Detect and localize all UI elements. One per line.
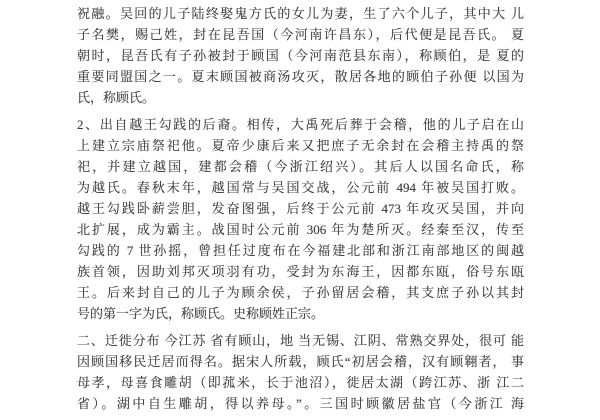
text-line: 越王勾践卧薪尝胆，发奋图强，后终于公元前 473 年攻灭吴国，并向 — [77, 201, 524, 216]
text-line: 王。后来封自己的儿子为顾余侯，子孙留居会稽，其支庶子孙以其封 — [77, 285, 524, 300]
text-line: 因顾国移民迁居而得名。据宋人所载，顾氏“初居会稽，汉有顾翱者， 事 — [77, 354, 524, 369]
text-line: 为越氏。春秋末年，越国常与吴国交战，公元前 494 年被吴国打败。 — [77, 180, 524, 195]
text-line: 朝时，昆吾氏有子孙被封于顾国（今河南范县东南），称顾伯，是 夏的 — [77, 48, 524, 63]
text-line: 子名樊，赐己姓，封在昆吾国（今河南许昌东），后代便是昆吾氏。 夏 — [77, 27, 524, 42]
text-line: 母孝，母喜食雕胡（即菰米，长于池沼），徙居太湖（跨江苏、浙 江二 — [77, 375, 524, 390]
text-line: 勾践的 7 世孙摇，曾担任过度布在今福建北部和浙江南部地区的闽越 — [77, 243, 524, 258]
text-line: 重要同盟国之一。夏末顾国被商汤攻灭，散居各地的顾伯子孙便 以国为 — [77, 69, 524, 84]
text-block — [77, 3, 524, 420]
text-line: 二、迁徙分布 今江苏 省有顾山，地 当无锡、江阴、常熟交界处，很可 能 — [77, 333, 524, 348]
text-line: 省）。湖中自生雕胡，得以养母。”。三国时顾徽居盐官（今浙江 海 — [77, 396, 524, 411]
text-line: 族首领，因助刘邦灭项羽有功，受封为东海王，因都东瓯，俗号东瓯 — [77, 264, 524, 279]
paragraph-migration-distribution — [77, 330, 524, 414]
text-line: 氏，称顾氏。 — [77, 90, 156, 105]
text-line: 号的第一字为氏，称顾氏。史称顾姓正宗。 — [77, 306, 325, 321]
text-line: 北扩展，成为霸主。战国时公元前 306 年为楚所灭。经秦至汉，传至 — [77, 222, 524, 237]
text-line: 上建立宗庙祭祀他。夏帝少康后来又把庶子无余封在会稽主持禹的祭 — [77, 138, 524, 153]
paragraph-kunwu-origin — [77, 3, 524, 108]
text-line: 2、出自越王勾践的后裔。相传，大禹死后葬于会稽，他的儿子启在山 — [77, 117, 524, 132]
text-line: 祝融。吴回的儿子陆终娶鬼方氏的女儿为妻，生了六个儿子，其中大 儿 — [77, 6, 524, 21]
paragraph-goujian-descendants — [77, 114, 524, 324]
text-line: 祀，并建立越国，建都会稽（今浙江绍兴）。其后人以国名命氏，称 — [77, 159, 524, 174]
